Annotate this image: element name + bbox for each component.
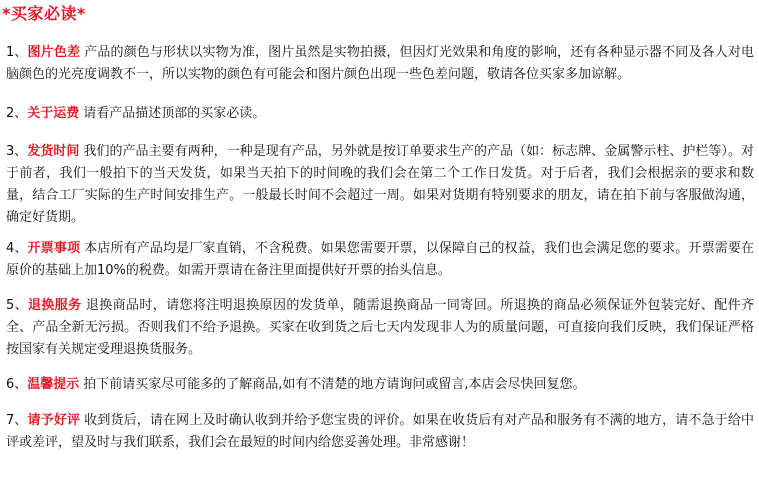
notice-number: 1、 [6,45,28,60]
notice-body: 退换商品时，请您将注明退换原因的发货单，随需退换商品一同寄回。所退换的商品必须保证外包装完好、配件齐全、产品全新无污损。否则我们不给予退换。买家在收到货之后七天内发现非人为的质量问题，可直接向我们反映，我们保证严格按国家有关规定受理退换货服务。 [6,298,754,357]
notice-return-service [6,295,754,361]
page-title: *买家必读* [2,4,86,23]
notice-body: 本店所有产品均是厂家直销，不含税费。如果您需要开票，以保障自己的权益，我们也会满足您的要求。开票需要在原价的基础上加10%的税费。如需开票请在备注里面提供好开票的抬头信息。 [6,241,754,278]
notice-heading: 温馨提示 [27,377,80,392]
notice-heading: 关于运费 [27,106,80,121]
notice-number: 6、 [6,377,28,392]
notice-number: 3、 [6,144,28,159]
notice-body: 请看产品描述顶部的买家必读。 [83,106,266,121]
notice-heading: 发货时间 [27,144,80,159]
notice-number: 5、 [6,298,29,313]
notice-body: 我们的产品主要有两种，一种是现有产品，另外就是按订单要求生产的产品（如：标志牌、金属警示柱、护栏等）。对于前者，我们一般拍下的当天发货，如果当天拍下的时间晚的我们会在第二个工作日发货。对于后者，我们会根据亲的要求和数量，结合工厂实际的生产时间安排生产。一般最长时间不会超过一周。如果对货期有特别要求的朋友，请在拍下前与客服做沟通，确定好货期。 [6,144,754,225]
notice-body: 收到货后，请在网上及时确认收到并给予您宝贵的评价。如果在收货后有对产品和服务有不满的地方，请不急于给中评或差评，望及时与我们联系，我们会在最短的时间内给您妥善处理。非常感谢！ [6,413,754,450]
notice-number: 7、 [6,413,28,428]
notice-heading: 退换服务 [28,298,82,313]
notice-friendly-reminder [6,374,754,396]
notice-heading: 请予好评 [27,413,81,428]
notice-number: 4、 [6,241,28,256]
notice-body: 拍下前请买家尽可能多的了解商品,如有不清楚的地方请询问或留言,本店会尽快回复您。 [83,377,586,392]
notice-body: 产品的颜色与形状以实物为准，图片虽然是实物拍摄，但因灯光效果和角度的影响，还有各种显示器不同及各人对电脑颜色的光亮度调教不一，所以实物的颜色有可能会和图片颜色出现一些色差问题，敬请各位买家多加谅解。 [6,45,754,82]
notice-delivery-time [6,141,754,229]
notice-number: 2、 [6,106,28,121]
notice-invoice [6,238,754,282]
notice-shipping-fee [6,103,754,125]
notice-picture-color-difference [6,42,754,86]
notice-heading: 图片色差 [27,45,81,60]
notice-good-review [6,410,754,454]
notice-heading: 开票事项 [27,241,81,256]
